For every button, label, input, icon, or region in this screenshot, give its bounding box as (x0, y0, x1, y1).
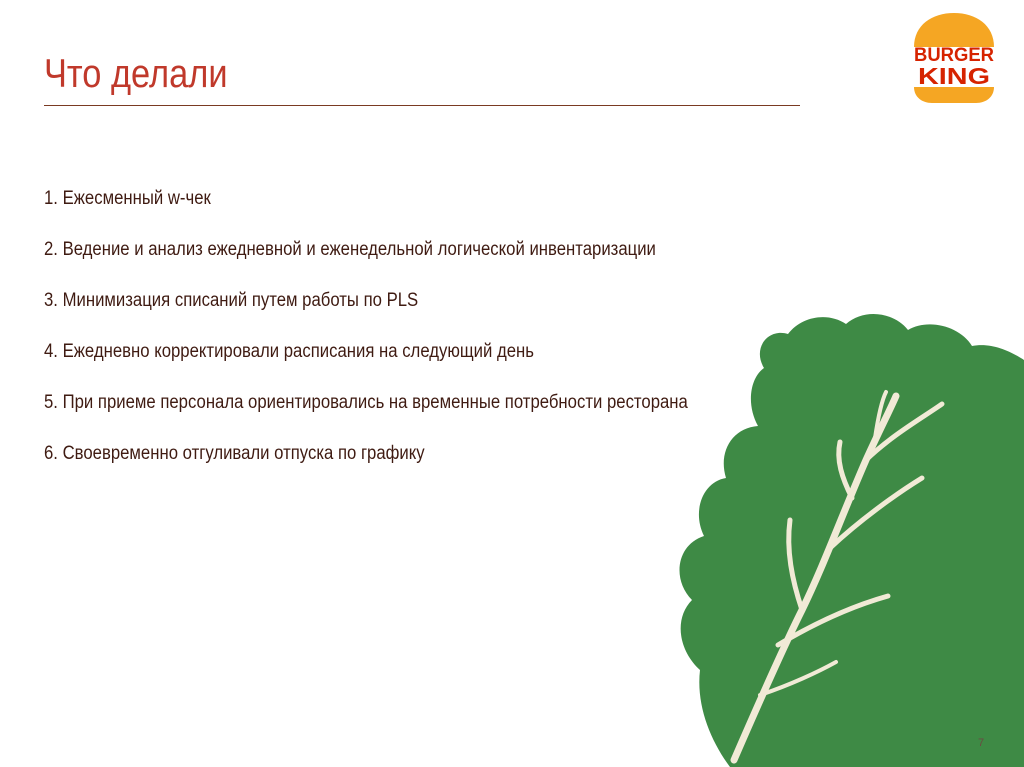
page-number: 7 (978, 737, 985, 749)
list-item: 1. Ежесменный w-чек (44, 188, 211, 209)
list-item: 4. Ежедневно корректировали расписания на следующий день (44, 341, 534, 362)
action-list (44, 188, 776, 494)
logo-bottom-bun (914, 87, 994, 103)
list-item: 3. Минимизация списаний путем работы по PLS (44, 290, 419, 311)
title-underline (44, 105, 800, 106)
list-item: 6. Своевременно отгуливали отпуска по графику (44, 443, 425, 464)
slide-title: Что делали (44, 52, 228, 96)
burger-king-logo (910, 11, 998, 105)
logo-line-2: KING (918, 63, 990, 89)
list-item: 5. При приеме персонала ориентировались на временные потребности ресторана (44, 392, 688, 413)
logo-top-bun (914, 13, 994, 47)
list-item: 2. Ведение и анализ ежедневной и еженедельной логической инвентаризации (44, 239, 656, 260)
logo-line-1: BURGER (914, 45, 995, 66)
